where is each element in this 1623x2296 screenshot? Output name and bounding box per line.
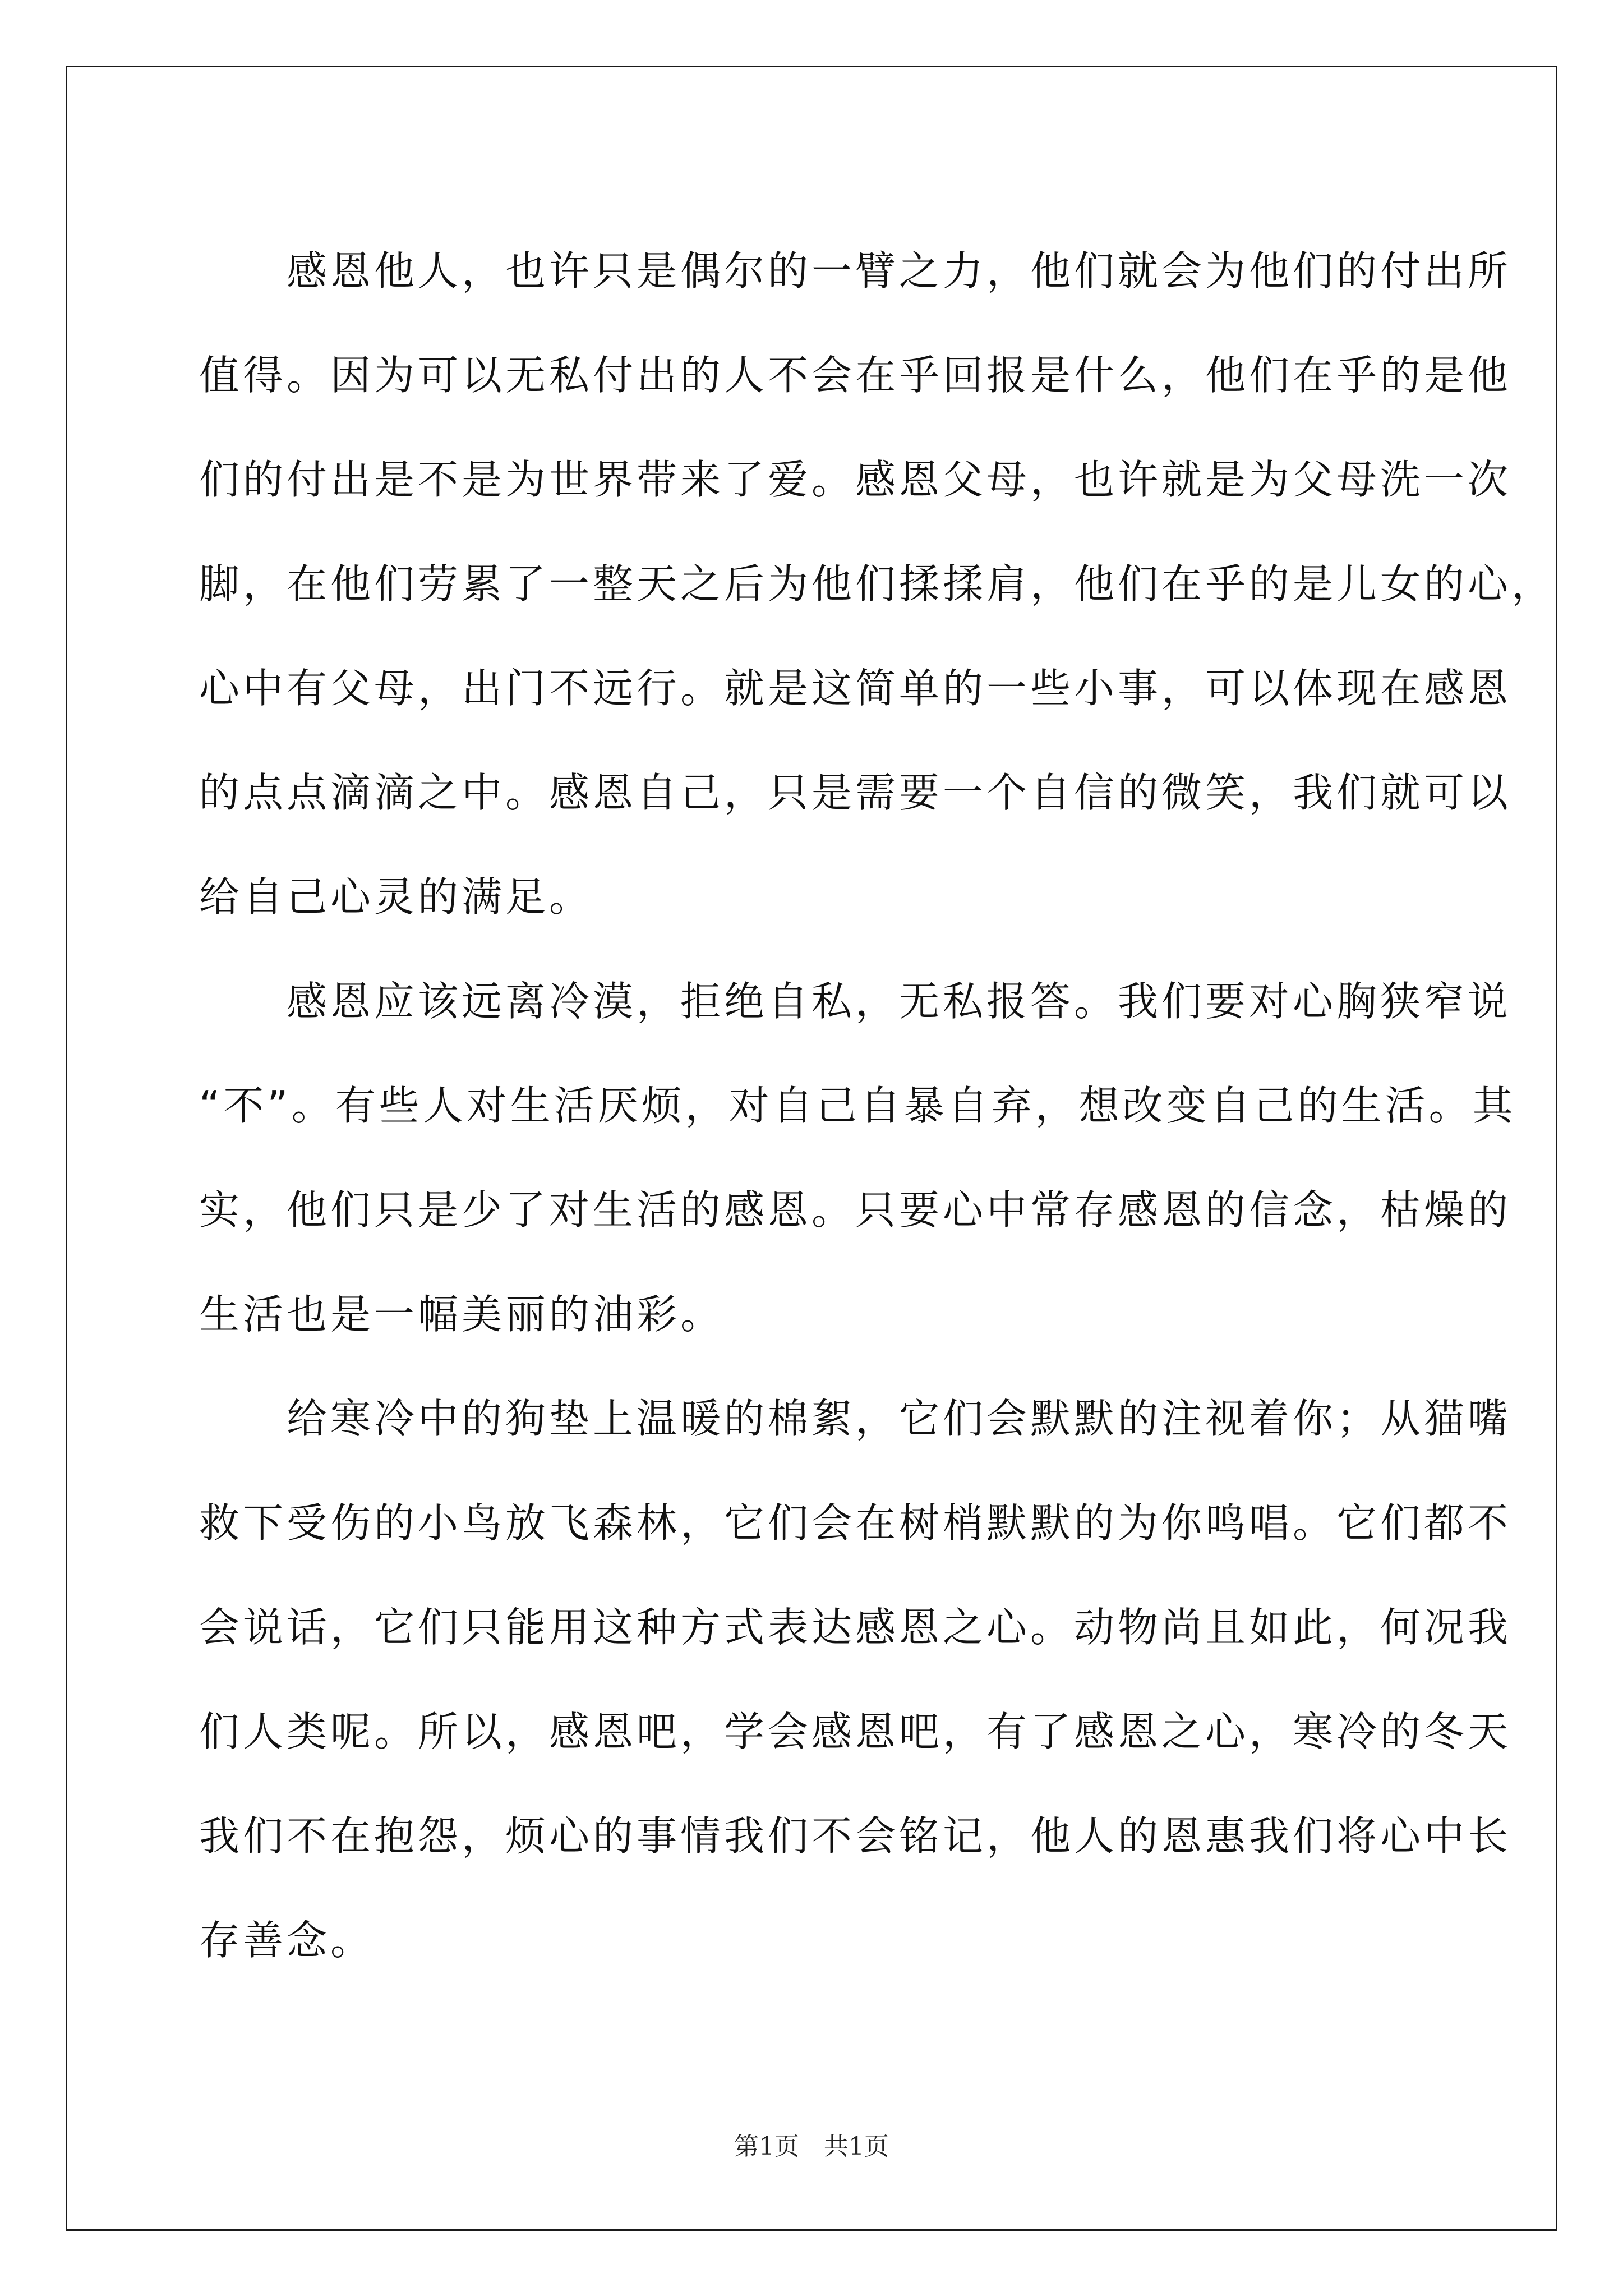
text-line: 我们不在抱怨，烦心的事情我们不会铭记，他人的恩惠我们将心中长 (199, 1812, 1512, 1860)
text-line: 心中有父母，出门不远行。就是这简单的一些小事，可以体现在感恩 (199, 665, 1512, 712)
text-line: 存善念。 (199, 1917, 375, 1964)
text-line: 救下受伤的小鸟放飞森林，它们会在树梢默默的为你鸣唱。它们都不 (199, 1499, 1512, 1547)
text-line: 生活也是一幅美丽的油彩。 (199, 1291, 725, 1338)
text-line: 值得。因为可以无私付出的人不会在乎回报是什么，他们在乎的是他 (199, 352, 1512, 399)
text-line: 感恩他人，也许只是偶尔的一臂之力，他们就会为他们的付出所 (199, 247, 1512, 295)
text-line: 给寒冷中的狗垫上温暖的棉絮，它们会默默的注视着你；从猫嘴 (199, 1395, 1512, 1442)
text-line: 们人类呢。所以，感恩吧，学会感恩吧，有了感恩之心，寒冷的冬天 (199, 1708, 1512, 1755)
text-line: 实，他们只是少了对生活的感恩。只要心中常存感恩的信念，枯燥的 (199, 1186, 1512, 1234)
text-line: 们的付出是不是为世界带来了爱。感恩父母，也许就是为父母洗一次 (199, 456, 1512, 503)
document-body (199, 219, 1556, 1993)
text-line: “不”。有些人对生活厌烦，对自己自暴自弃，想改变自己的生活。其 (199, 1082, 1516, 1129)
text-line: 会说话，它们只能用这种方式表达感恩之心。动物尚且如此，何况我 (199, 1604, 1512, 1651)
page-number-footer: 第1页 共1页 (734, 2132, 889, 2161)
text-line: 的点点滴滴之中。感恩自己，只是需要一个自信的微笑，我们就可以 (199, 769, 1512, 816)
text-line: 给自己心灵的满足。 (199, 873, 593, 921)
text-line: 脚，在他们劳累了一整天之后为他们揉揉肩，他们在乎的是儿女的心， (199, 560, 1556, 608)
text-line: 感恩应该远离冷漠，拒绝自私，无私报答。我们要对心胸狭窄说 (199, 978, 1512, 1025)
